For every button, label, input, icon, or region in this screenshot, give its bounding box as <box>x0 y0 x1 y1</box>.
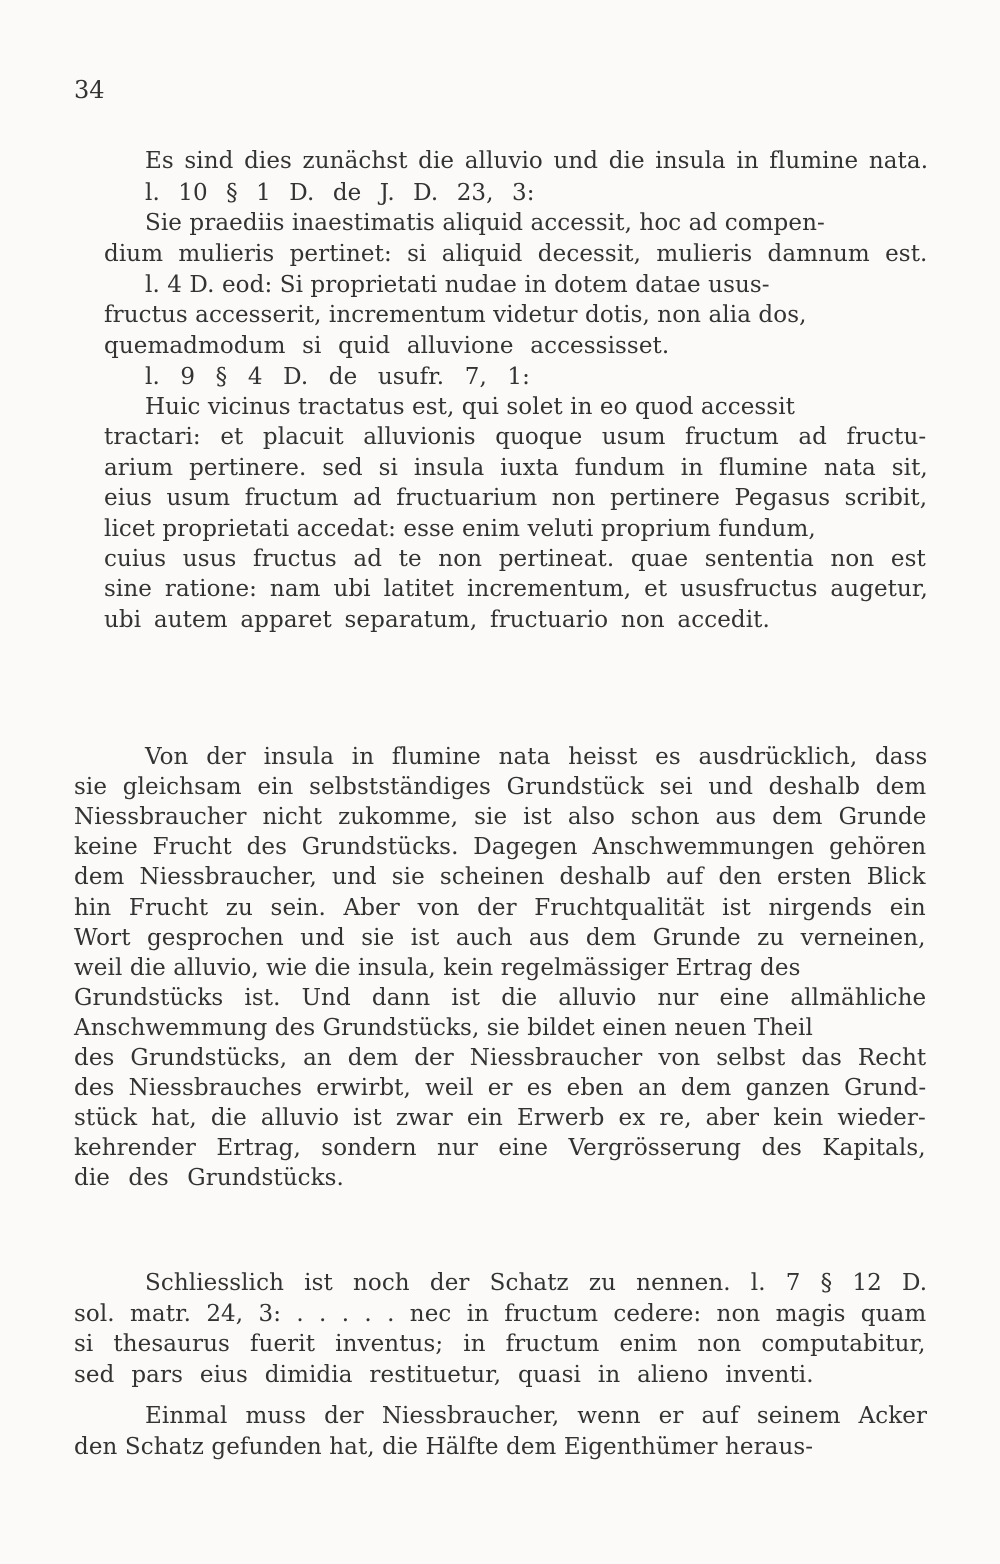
text-line: Einmal muss der Niessbraucher, wenn er auf seinem Acker <box>145 1403 928 1429</box>
text-line: des Grundstücks, an dem der Niessbraucher von selbst das Recht <box>74 1045 927 1071</box>
text-line: dium mulieris pertinet: si aliquid decessit, mulieris damnum est. <box>104 241 928 267</box>
text-line: Es sind dies zunächst die alluvio und die insula in flumine nata. <box>145 148 929 174</box>
text-line: l. 9 § 4 D. de usufr. 7, 1: <box>145 364 530 390</box>
text-line: l. 10 § 1 D. de J. D. 23, 3: <box>145 180 535 206</box>
text-line: cuius usus fructus ad te non pertineat. quae sententia non est <box>104 546 926 572</box>
text-line: si thesaurus fuerit inventus; in fructum enim non computabitur, <box>74 1331 926 1357</box>
text-line: ubi autem apparet separatum, fructuario non accedit. <box>104 606 770 633</box>
text-line: Wort gesprochen und sie ist auch aus dem Grunde zu verneinen, <box>74 924 926 951</box>
text-line: den Schatz gefunden hat, die Hälfte dem Eigenthümer heraus- <box>74 1433 814 1460</box>
text-line: Anschwemmung des Grundstücks, sie bildet einen neuen Theil <box>74 1014 813 1041</box>
text-line: fructus accesserit, incrementum videtur dotis, non alia dos, <box>104 302 807 328</box>
text-line: hin Frucht zu sein. Aber von der Fruchtqualität ist nirgends ein <box>74 894 926 921</box>
page-number: 34 <box>74 76 105 104</box>
text-line: Von der insula in flumine nata heisst es ausdrücklich, dass <box>145 744 928 770</box>
text-line: die des Grundstücks. <box>74 1165 344 1192</box>
text-line: stück hat, die alluvio ist zwar ein Erwerb ex re, aber kein wieder- <box>74 1105 926 1132</box>
text-line: Schliesslich ist noch der Schatz zu nennen. l. 7 § 12 D. <box>145 1270 928 1296</box>
text-line: tractari: et placuit alluvionis quoque usum fructum ad fructu- <box>104 424 927 451</box>
text-line: l. 4 D. eod: Si proprietati nudae in dotem datae usus- <box>145 272 770 298</box>
text-line: arium pertinere. sed si insula iuxta fundum in flumine nata sit, <box>104 454 928 481</box>
text-line: kehrender Ertrag, sondern nur eine Vergrösserung des Kapitals, <box>74 1135 926 1162</box>
text-line: sol. matr. 24, 3: . . . . . nec in fructum cedere: non magis quam <box>74 1300 927 1327</box>
text-line: des Niessbrauches erwirbt, weil er es eben an dem ganzen Grund- <box>74 1075 927 1102</box>
text-line: Huic vicinus tractatus est, qui solet in eo quod accessit <box>145 394 796 420</box>
text-line: Grundstücks ist. Und dann ist die alluvio nur eine allmähliche <box>74 984 927 1011</box>
text-line: Sie praediis inaestimatis aliquid accessit, hoc ad compen- <box>145 210 825 236</box>
text-line: keine Frucht des Grundstücks. Dagegen Anschwemmungen gehören <box>74 834 927 861</box>
text-line: quemadmodum si quid alluvione accessisset. <box>104 333 670 359</box>
text-line: sed pars eius dimidia restituetur, quasi in alieno inventi. <box>74 1361 814 1388</box>
text-line: dem Niessbraucher, und sie scheinen deshalb auf den ersten Blick <box>74 864 926 891</box>
text-line: eius usum fructum ad fructuarium non pertinere Pegasus scribit, <box>104 485 928 512</box>
text-line: Niessbraucher nicht zukomme, sie ist also schon aus dem Grunde <box>74 804 927 831</box>
text-line: sie gleichsam ein selbstständiges Grundstück sei und deshalb dem <box>74 774 927 801</box>
text-line: sine ratione: nam ubi latitet incrementum, et ususfructus augetur, <box>104 576 928 603</box>
text-line: weil die alluvio, wie die insula, kein regelmässiger Ertrag des <box>74 954 801 981</box>
text-line: licet proprietati accedat: esse enim veluti proprium fundum, <box>104 515 816 542</box>
